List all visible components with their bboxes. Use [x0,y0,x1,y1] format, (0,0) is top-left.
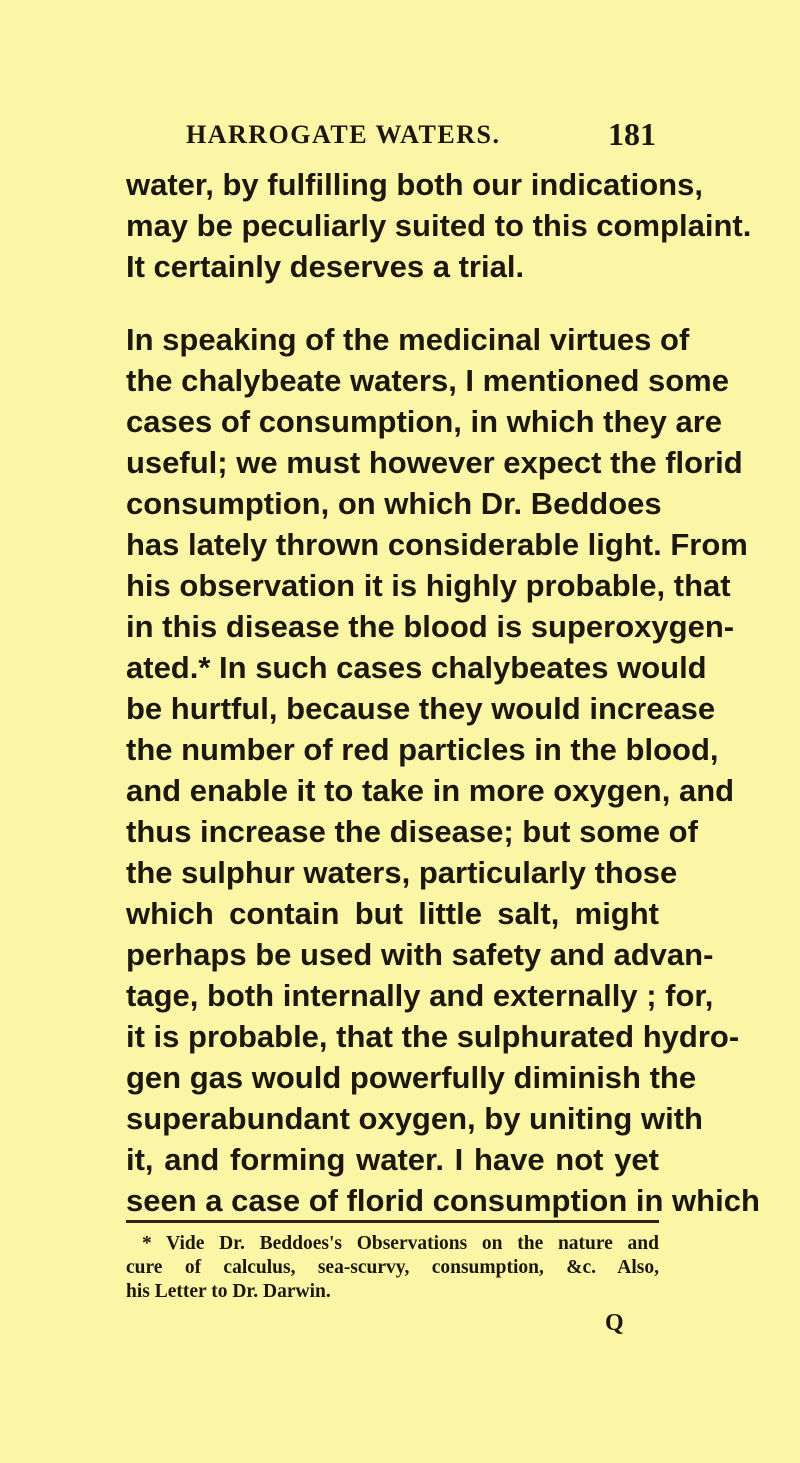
text-line: tage, both internally and externally ; for, [126,978,714,1013]
running-head [186,116,656,160]
footnote-line: his Letter to Dr. Darwin. [126,1281,331,1302]
text-line: it, and forming water. I have not yet [126,1142,659,1177]
footnote-rule [126,1220,659,1223]
text-line: consumption, on which Dr. Beddoes [126,486,662,521]
paragraph-gap [126,287,659,319]
footnote-line: * Vide Dr. Beddoes's Observations on the nature and [142,1233,659,1254]
text-line: may be peculiarly suited to this complaint. [126,208,752,243]
footnote-line: cure of calculus, sea-scurvy, consumption, &c. Also, [126,1257,659,1278]
text-line: his observation it is highly probable, that [126,568,731,603]
text-line: the chalybeate waters, I mentioned some [126,363,729,398]
text-line: the number of red particles in the blood, [126,732,719,767]
text-line: it is probable, that the sulphurated hydro- [126,1019,740,1054]
text-line: seen a case of florid consumption in which [126,1183,760,1218]
text-line: It certainly deserves a trial. [126,249,525,284]
body-text [126,164,760,1221]
text-line: water, by fulfilling both our indications, [126,167,703,202]
text-line: useful; we must however expect the florid [126,445,743,480]
running-title: HARROGATE WATERS. [186,120,501,149]
text-line: In speaking of the medicinal virtues of [126,322,690,357]
text-line: which contain but little salt, might [126,896,659,931]
text-line: perhaps be used with safety and advan- [126,937,714,972]
text-line: cases of consumption, in which they are [126,404,723,439]
text-line: superabundant oxygen, by uniting with [126,1101,703,1136]
text-line: the sulphur waters, particularly those [126,855,678,890]
page-number: 181 [608,116,656,152]
text-line: ated.* In such cases chalybeates would [126,650,707,685]
text-line: thus increase the disease; but some of [126,814,698,849]
text-line: in this disease the blood is superoxygen- [126,609,735,644]
footnote [126,1232,659,1304]
text-line: gen gas would powerfully diminish the [126,1060,697,1095]
text-line: has lately thrown considerable light. From [126,527,748,562]
text-line: be hurtful, because they would increase [126,691,716,726]
signature-mark: Q [605,1310,624,1336]
text-line: and enable it to take in more oxygen, and [126,773,735,808]
